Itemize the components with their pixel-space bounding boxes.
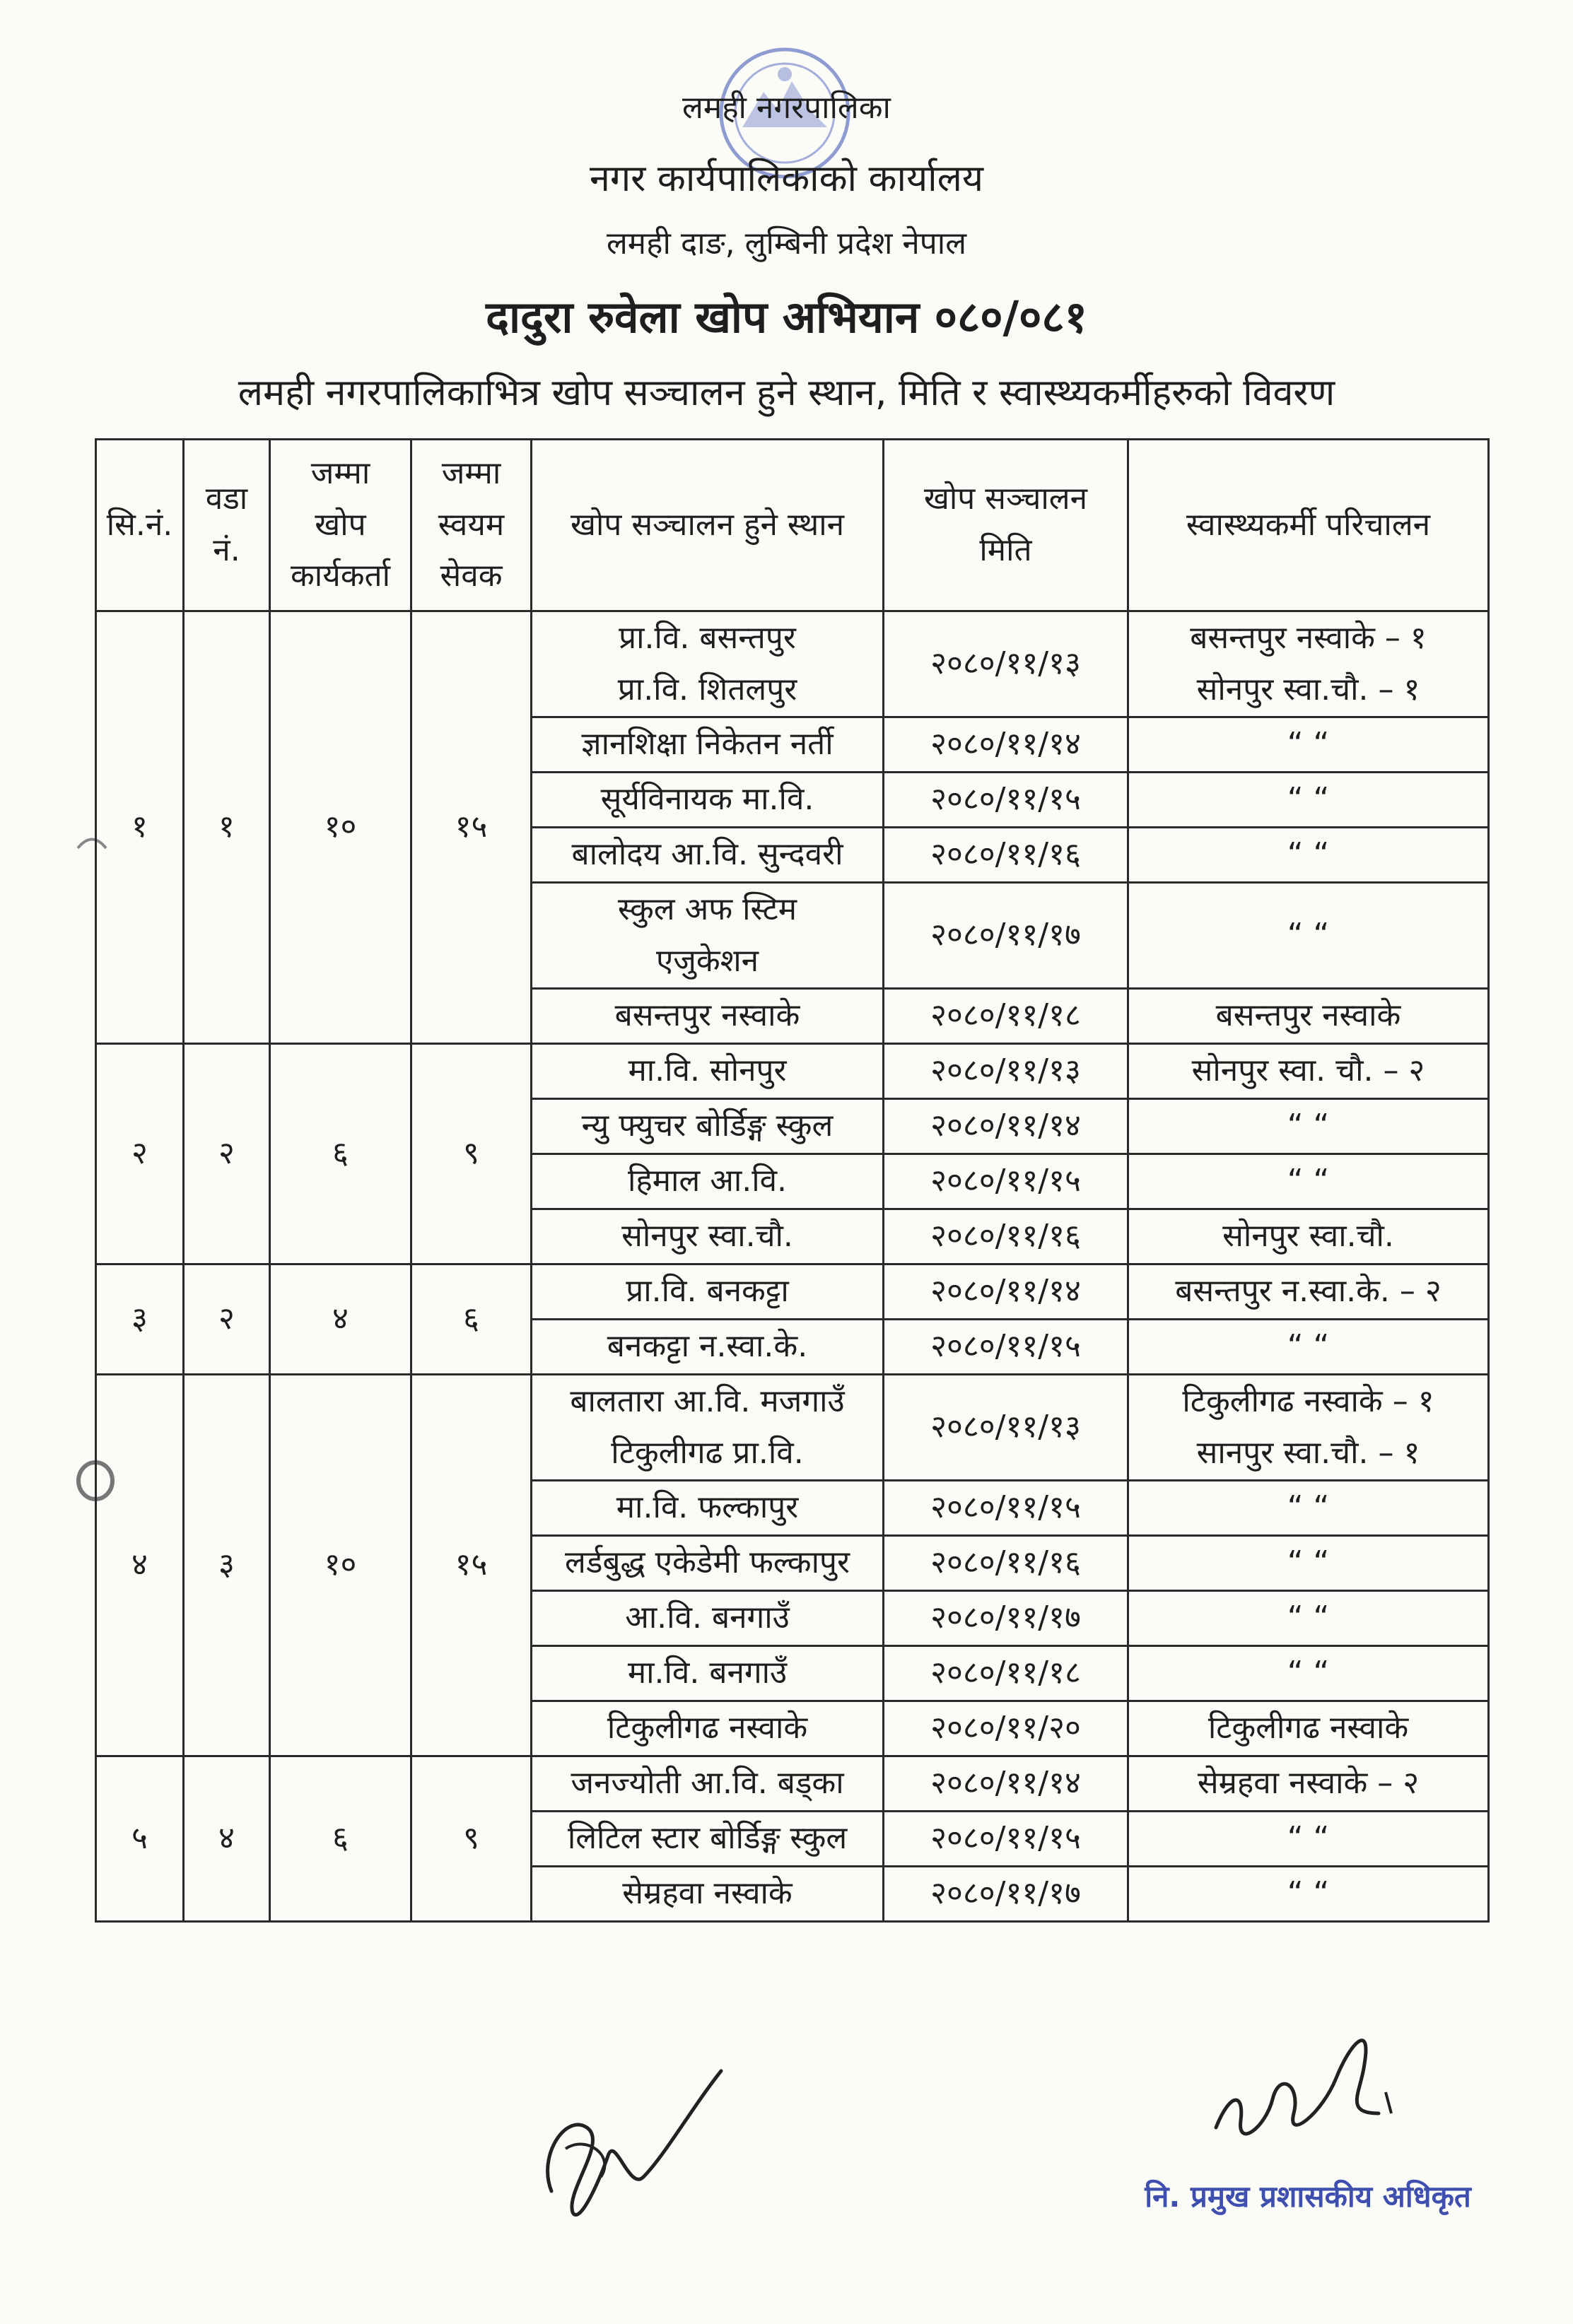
health-staff-cell: “ “ [1128, 773, 1489, 828]
volunteers-count-cell: ९ [411, 1044, 532, 1264]
health-staff-cell: टिकुलीगढ नस्वाके – १ सानपुर स्वा.चौ. – १ [1128, 1375, 1489, 1481]
serial-number-cell: १ [96, 611, 184, 1044]
vaccination-place-cell: टिकुलीगढ नस्वाके [532, 1701, 884, 1756]
header-vaccination-place: खोप सञ्चालन हुने स्थान [532, 440, 884, 611]
vaccination-date-cell: २०८०/११/१३ [884, 1375, 1128, 1481]
serial-number-cell: ४ [96, 1375, 184, 1756]
vaccination-date-cell: २०८०/११/२० [884, 1701, 1128, 1756]
health-staff-cell: बसन्तपुर नस्वाके [1128, 989, 1489, 1044]
vaccination-date-cell: २०८०/११/१४ [884, 1264, 1128, 1320]
workers-count-cell: १० [270, 611, 411, 1044]
header-total-volunteers: जम्मा स्वयम सेवक [411, 440, 532, 611]
vaccination-date-cell: २०८०/११/१५ [884, 1154, 1128, 1209]
table-row [96, 1044, 1489, 1099]
vaccination-date-cell: २०८०/११/१५ [884, 1320, 1128, 1375]
vaccination-place-cell: सेम्रहवा नस्वाके [532, 1867, 884, 1922]
workers-count-cell: १० [270, 1375, 411, 1756]
health-staff-cell: “ “ [1128, 1591, 1489, 1646]
signature-right [1202, 2007, 1407, 2170]
health-staff-cell: “ “ [1128, 1646, 1489, 1701]
vaccination-date-cell: २०८०/११/१६ [884, 828, 1128, 883]
vaccination-place-cell: जनज्योती आ.वि. बड्का [532, 1756, 884, 1812]
document-title: दादुरा रुवेला खोप अभियान ०८०/०८१ [486, 291, 1087, 343]
table-row [96, 1264, 1489, 1320]
health-staff-cell: “ “ [1128, 1867, 1489, 1922]
ward-number-cell: २ [184, 1044, 270, 1264]
vaccination-place-cell: हिमाल आ.वि. [532, 1154, 884, 1209]
vaccination-date-cell: २०८०/११/१३ [884, 611, 1128, 717]
vaccination-place-cell: स्कुल अफ स्टिम एजुकेशन [532, 883, 884, 989]
volunteers-count-cell: ९ [411, 1756, 532, 1922]
health-staff-cell: सोनपुर स्वा.चौ. [1128, 1209, 1489, 1264]
health-staff-cell: टिकुलीगढ नस्वाके [1128, 1701, 1489, 1756]
health-staff-cell: “ “ [1128, 1536, 1489, 1591]
table-row [96, 1375, 1489, 1481]
header-ward-number: वडा नं. [184, 440, 270, 611]
health-staff-cell: “ “ [1128, 828, 1489, 883]
vaccination-date-cell: २०८०/११/१५ [884, 1812, 1128, 1867]
volunteers-count-cell: ६ [411, 1264, 532, 1375]
header-total-workers: जम्मा खोप कार्यकर्ता [270, 440, 411, 611]
health-staff-cell: “ “ [1128, 1481, 1489, 1536]
vaccination-place-cell: प्रा.वि. बनकट्टा [532, 1264, 884, 1320]
vaccination-place-cell: बसन्तपुर नस्वाके [532, 989, 884, 1044]
serial-number-cell: २ [96, 1044, 184, 1264]
ward-number-cell: १ [184, 611, 270, 1044]
vaccination-place-cell: बनकट्टा न.स्वा.के. [532, 1320, 884, 1375]
vaccination-place-cell: प्रा.वि. बसन्तपुर प्रा.वि. शितलपुर [532, 611, 884, 717]
volunteers-count-cell: १५ [411, 611, 532, 1044]
vaccination-date-cell: २०८०/११/१४ [884, 1099, 1128, 1154]
vaccination-date-cell: २०८०/११/१७ [884, 883, 1128, 989]
health-staff-cell: “ “ [1128, 1154, 1489, 1209]
vaccination-schedule-table [95, 438, 1490, 1923]
serial-number-cell: ३ [96, 1264, 184, 1375]
header-serial-number: सि.नं. [96, 440, 184, 611]
municipality-name: लमही नगरपालिका [682, 90, 891, 126]
ward-number-cell: २ [184, 1264, 270, 1375]
vaccination-date-cell: २०८०/११/१४ [884, 1756, 1128, 1812]
vaccination-place-cell: सूर्यविनायक मा.वि. [532, 773, 884, 828]
vaccination-place-cell: न्यु फ्युचर बोर्डिङ्ग स्कुल [532, 1099, 884, 1154]
vaccination-place-cell: मा.वि. फल्कापुर [532, 1481, 884, 1536]
health-staff-cell: “ “ [1128, 883, 1489, 989]
vaccination-date-cell: २०८०/११/१४ [884, 717, 1128, 773]
ward-number-cell: ३ [184, 1375, 270, 1756]
health-staff-cell: बसन्तपुर नस्वाके – १ सोनपुर स्वा.चौ. – १ [1128, 611, 1489, 717]
table-header-row [96, 440, 1489, 611]
vaccination-place-cell: बालोदय आ.वि. सुन्दवरी [532, 828, 884, 883]
office-address: लमही दाङ, लुम्बिनी प्रदेश नेपाल [606, 225, 967, 262]
health-staff-cell: सेम्रहवा नस्वाके – २ [1128, 1756, 1489, 1812]
health-staff-cell: “ “ [1128, 1812, 1489, 1867]
vaccination-place-cell: लिटिल स्टार बोर्डिङ्ग स्कुल [532, 1812, 884, 1867]
table-row [96, 1756, 1489, 1812]
health-staff-cell: “ “ [1128, 1099, 1489, 1154]
vaccination-place-cell: सोनपुर स्वा.चौ. [532, 1209, 884, 1264]
header-health-staff: स्वास्थ्यकर्मी परिचालन [1128, 440, 1489, 611]
document-subtitle: लमही नगरपालिकाभित्र खोप सञ्चालन हुने स्थान, मिति र स्वास्थ्यकर्मीहरुको विवरण [238, 372, 1335, 414]
office-name: नगर कार्यपालिकाको कार्यालय [589, 158, 983, 200]
vaccination-place-cell: मा.वि. बनगाउँ [532, 1646, 884, 1701]
workers-count-cell: ४ [270, 1264, 411, 1375]
vaccination-place-cell: मा.वि. सोनपुर [532, 1044, 884, 1099]
workers-count-cell: ६ [270, 1044, 411, 1264]
vaccination-place-cell: लर्डबुद्ध एकेडेमी फल्कापुर [532, 1536, 884, 1591]
table-row [96, 611, 1489, 717]
vaccination-place-cell: आ.वि. बनगाउँ [532, 1591, 884, 1646]
vaccination-date-cell: २०८०/११/१५ [884, 1481, 1128, 1536]
signatory-title: नि. प्रमुख प्रशासकीय अधिकृत [1145, 2179, 1471, 2214]
vaccination-place-cell: बालतारा आ.वि. मजगाउँ टिकुलीगढ प्रा.वि. [532, 1375, 884, 1481]
vaccination-date-cell: २०८०/११/१७ [884, 1867, 1128, 1922]
health-staff-cell: सोनपुर स्वा. चौ. – २ [1128, 1044, 1489, 1099]
vaccination-date-cell: २०८०/११/१७ [884, 1591, 1128, 1646]
vaccination-date-cell: २०८०/११/१६ [884, 1209, 1128, 1264]
volunteers-count-cell: १५ [411, 1375, 532, 1756]
health-staff-cell: “ “ [1128, 1320, 1489, 1375]
vaccination-date-cell: २०८०/११/१५ [884, 773, 1128, 828]
vaccination-date-cell: २०८०/११/१८ [884, 989, 1128, 1044]
vaccination-date-cell: २०८०/११/१३ [884, 1044, 1128, 1099]
serial-number-cell: ५ [96, 1756, 184, 1922]
vaccination-place-cell: ज्ञानशिक्षा निकेतन नर्ती [532, 717, 884, 773]
health-staff-cell: “ “ [1128, 717, 1489, 773]
vaccination-date-cell: २०८०/११/१८ [884, 1646, 1128, 1701]
health-staff-cell: बसन्तपुर न.स्वा.के. – २ [1128, 1264, 1489, 1320]
vaccination-date-cell: २०८०/११/१६ [884, 1536, 1128, 1591]
header-vaccination-date: खोप सञ्चालन मिति [884, 440, 1128, 611]
workers-count-cell: ६ [270, 1756, 411, 1922]
signature-left [523, 2050, 728, 2234]
ward-number-cell: ४ [184, 1756, 270, 1922]
